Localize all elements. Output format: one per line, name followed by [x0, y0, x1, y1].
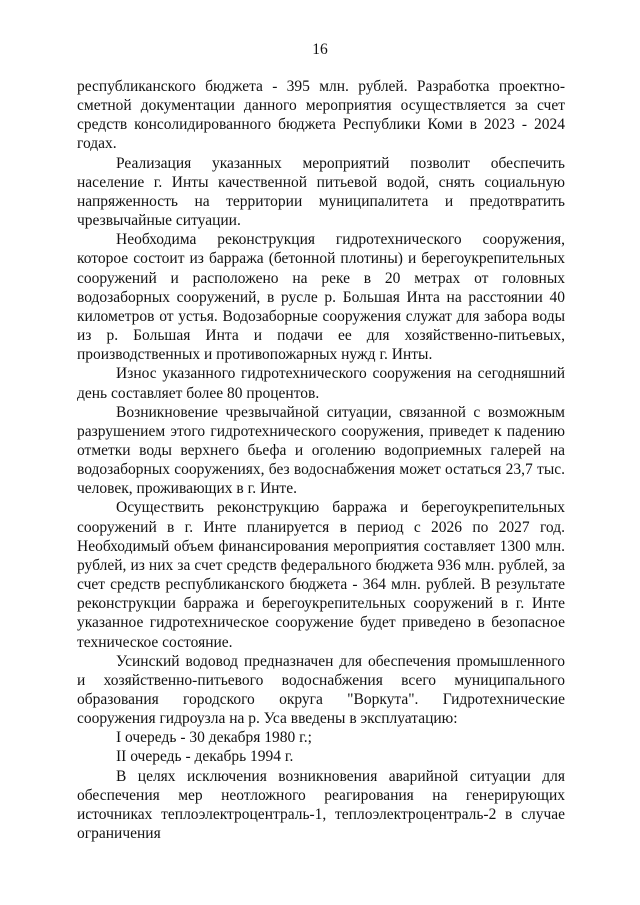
paragraph-usinsk-water-pipeline: Усинский водовод предназначен для обеспечения промышленного и хозяйственно-питьевого водоснабжения всего муниципального образования городского округа "Воркута". Гидротехнические сооружения гидроузла на р. Уса введены в эксплуатацию:: [77, 652, 565, 728]
page-number: 16: [312, 41, 328, 58]
paragraph-emergency-risk: Возникновение чрезвычайной ситуации, связанной с возможным разрушением этого гидротехнического сооружения, приведет к падению отметки воды верхнего бьефа и оголению водоприемных галерей на водозаборных сооружениях, без водоснабжения может остаться 23,7 тыс. человек, проживающих в г. Инте.: [77, 403, 565, 498]
paragraph-reconstruction-plan: Осуществить реконструкцию барража и берегоукрепительных сооружений в г. Инте планируется в период с 2026 по 2027 год. Необходимый объем финансирования мероприятия составляет 1300 млн. рублей, из них за счет средств федерального бюджета 936 млн. рублей, за счет средств республиканского бюджета - 364 млн. рублей. В результате реконструкции барража и берегоукрепительных сооружений в г. Инте указанное гидротехническое сооружение будет приведено в безопасное техническое состояние.: [77, 499, 565, 651]
list-item-second-stage: II очередь - декабрь 1994 г.: [116, 748, 294, 766]
list-item-first-stage: I очередь - 30 декабря 1980 г.;: [116, 729, 312, 747]
document-body: [77, 77, 565, 843]
paragraph-emergency-prevention: В целях исключения возникновения аварийной ситуации для обеспечения мер неотложного реагирования на генерирующих источниках теплоэлектроцентраль-1, теплоэлектроцентраль-2 в случае ограничения: [77, 767, 565, 843]
paragraph-implementation-effect: Реализация указанных мероприятий позволит обеспечить население г. Инты качественной питьевой водой, снять социальную напряженность на территории муниципалитета и предотвратить чрезвычайные ситуации.: [77, 154, 565, 230]
paragraph-reconstruction-need: Необходима реконструкция гидротехнического сооружения, которое состоит из барража (бетонной плотины) и берегоукрепительных сооружений и расположено на реке в 20 метрах от головных водозаборных сооружений, в русле р. Большая Инта на расстоянии 40 километров от устья. Водозаборные сооружения служат для забора воды из р. Большая Инта и подачи ее для хозяйственно-питьевых, производственных и противопожарных нужд г. Инты.: [77, 231, 565, 364]
paragraph-budget-continuation: республиканского бюджета - 395 млн. рублей. Разработка проектно-сметной документации данного мероприятия осуществляется за счет средств консолидированного бюджета Республики Коми в 2023 - 2024 годах.: [77, 78, 565, 153]
paragraph-wear-level: Износ указанного гидротехнического сооружения на сегодняшний день составляет более 80 процентов.: [77, 365, 565, 402]
